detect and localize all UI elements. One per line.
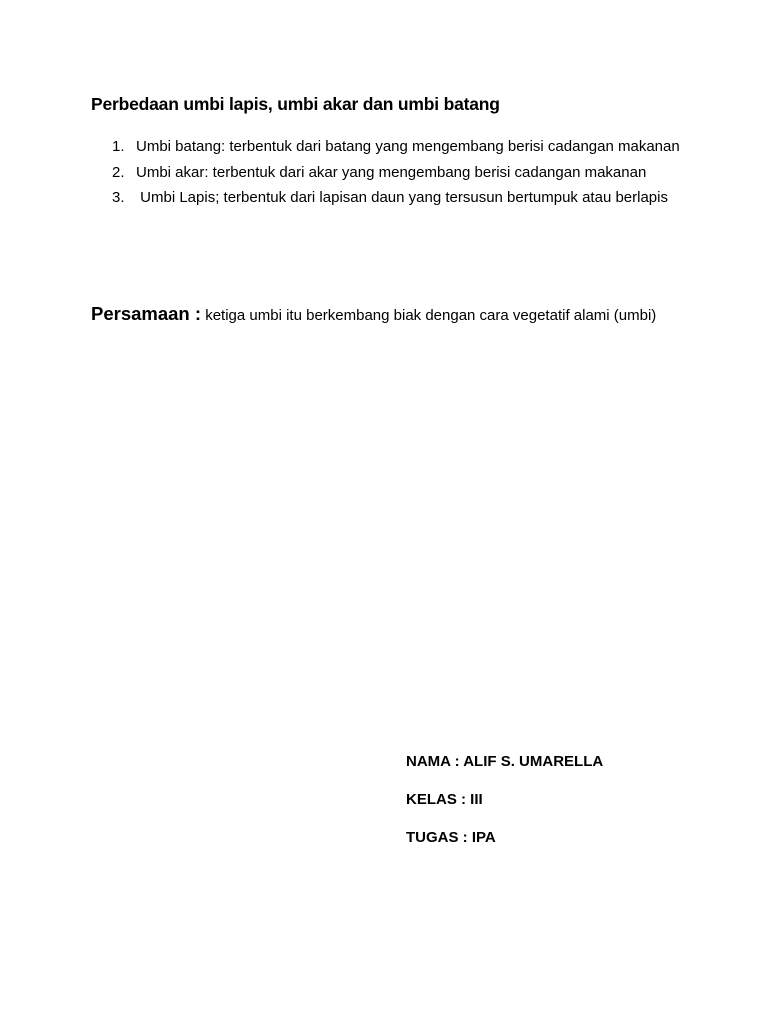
student-task: TUGAS : IPA [406,829,496,846]
list-item [91,160,681,186]
list-item [91,134,681,160]
list-item-text: Umbi batang: terbentuk dari batang yang mengembang berisi cadangan makanan [136,138,680,155]
student-name: NAMA : ALIF S. UMARELLA [406,753,604,770]
document-title: Perbedaan umbi lapis, umbi akar dan umbi batang [91,94,500,114]
list-item-text: Umbi Lapis; terbentuk dari lapisan daun yang tersusun bertumpuk atau berlapis [136,189,668,206]
list-item-text: Umbi akar: terbentuk dari akar yang mengembang berisi cadangan makanan [136,163,647,181]
similarity-label: Persamaan : [91,303,202,324]
similarity-text: ketiga umbi itu berkembang biak dengan cara vegetatif alami (umbi) [205,307,657,324]
list-item [91,185,681,211]
list-item-number: 2. [112,163,125,181]
similarity-paragraph [91,300,691,329]
list-item-number: 1. [112,138,125,155]
difference-list [91,134,681,211]
list-item-number: 3. [112,189,125,206]
student-class: KELAS : III [406,791,483,808]
